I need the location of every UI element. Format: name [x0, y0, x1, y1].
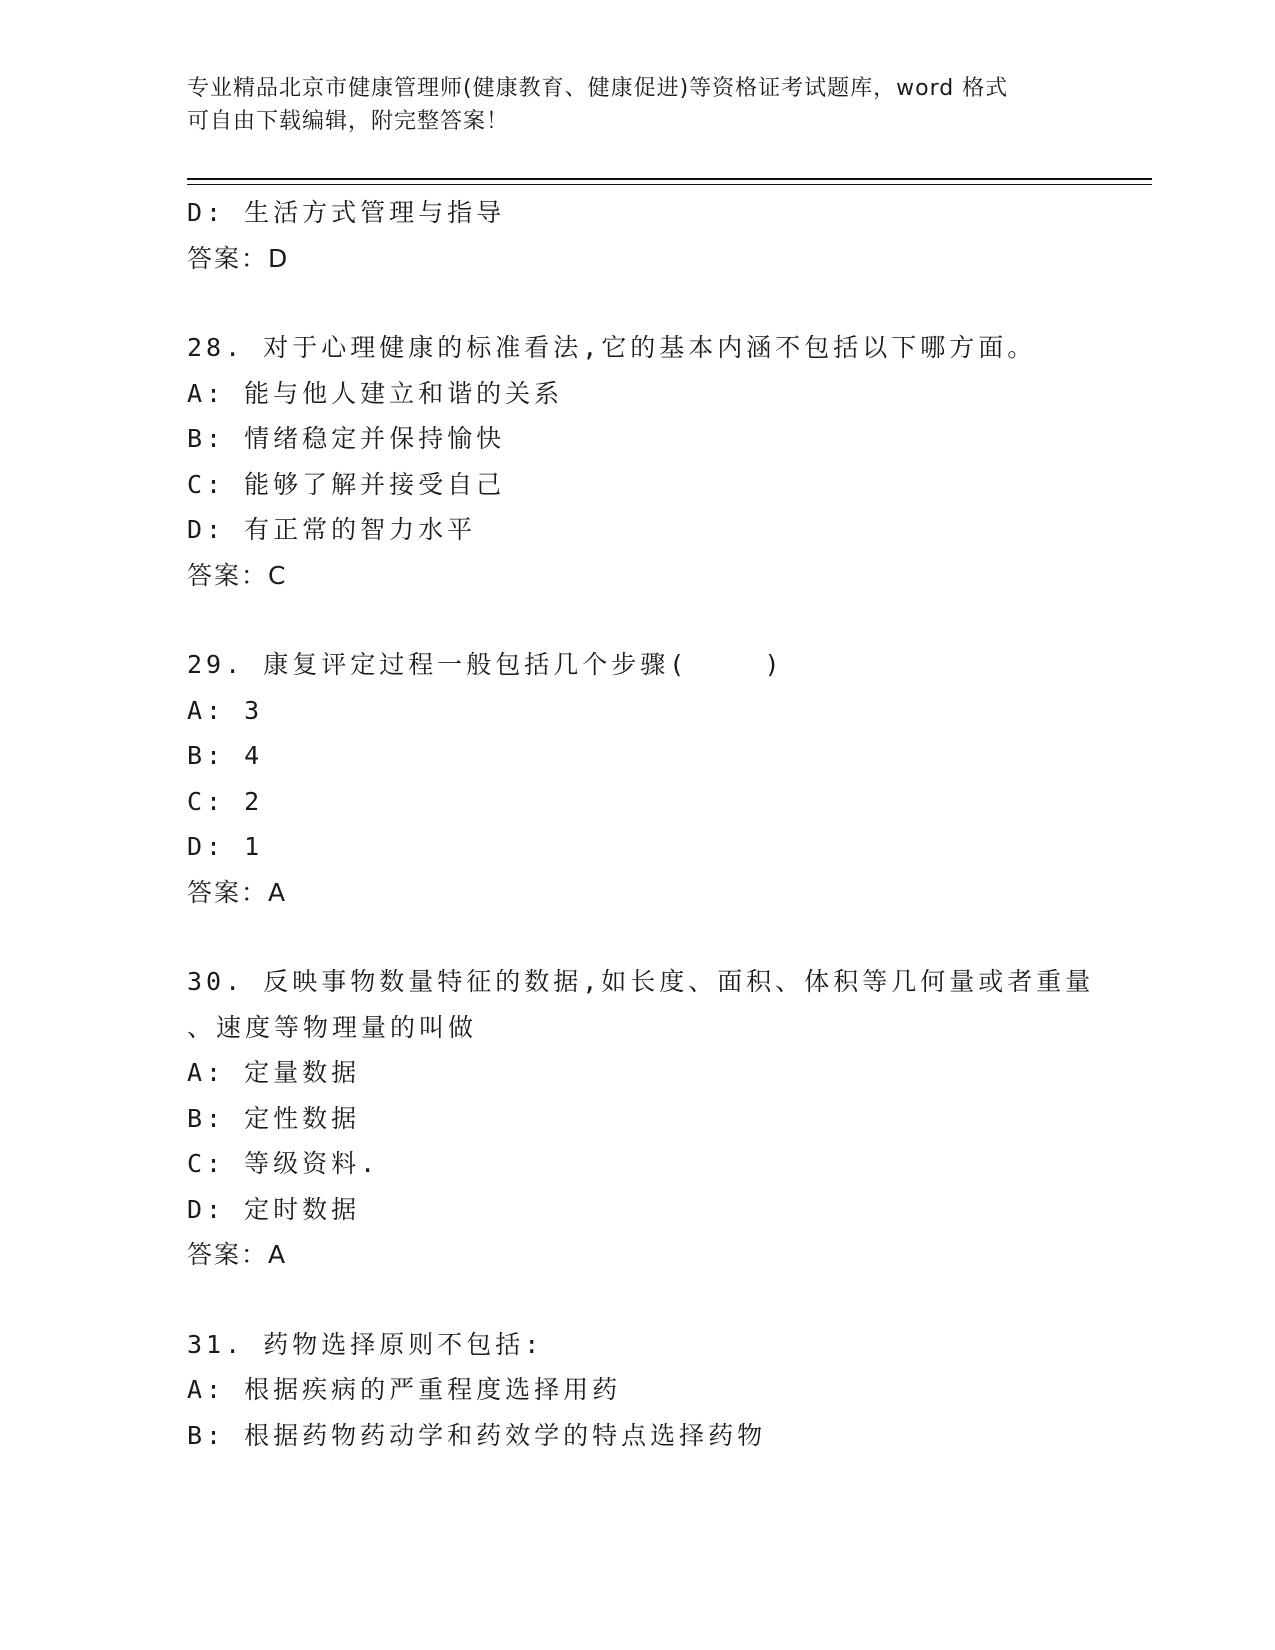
option-d: D: 定时数据	[187, 1194, 361, 1224]
question-list	[187, 190, 1095, 1458]
option-d: D: 有正常的智力水平	[187, 515, 477, 544]
answer-line: 答案：C	[187, 560, 288, 590]
option-a: A: 能与他人建立和谐的关系	[187, 378, 564, 408]
option-c: C: 2	[187, 786, 264, 816]
option-a: A: 根据疾病的严重程度选择用药	[187, 1375, 622, 1404]
answer-line: 答案：D	[187, 243, 290, 273]
question-block-29	[187, 642, 1087, 915]
option-c: C: 等级资料.	[187, 1149, 380, 1178]
header-line-1: 专业精品北京市健康管理师(健康教育、健康促进)等资格证考试题库，word 格式	[187, 76, 1009, 101]
header-divider-thick	[187, 178, 1152, 180]
question-block-28	[187, 325, 1087, 598]
option-b: B: 情绪稳定并保持愉快	[187, 424, 506, 453]
question-block-31	[187, 1322, 1087, 1459]
question-text: 28. 对于心理健康的标准看法,它的基本内涵不包括以下哪方面。	[187, 333, 1037, 362]
option-a: A: 定量数据	[187, 1058, 361, 1087]
document-header	[187, 72, 1087, 138]
option-b: B: 根据药物药动学和药效学的特点选择药物	[187, 1420, 767, 1450]
question-text: 31. 药物选择原则不包括:	[187, 1329, 544, 1359]
question-text-line-1: 30. 反映事物数量特征的数据,如长度、面积、体积等几何量或者重量	[187, 967, 1095, 996]
answer-line: 答案：A	[187, 877, 288, 907]
question-block-30	[187, 959, 1095, 1278]
option-a: A: 3	[187, 695, 264, 725]
option-d: D: 生活方式管理与指导	[187, 198, 506, 227]
question-block-27-tail	[187, 190, 1087, 281]
option-d: D: 1	[187, 832, 264, 861]
answer-line: 答案：A	[187, 1240, 288, 1269]
option-b: B: 定性数据	[187, 1103, 361, 1133]
header-divider-thin	[187, 184, 1152, 185]
option-b: B: 4	[187, 741, 264, 770]
header-line-2: 可自由下载编辑，附完整答案！	[187, 109, 510, 134]
option-c: C: 能够了解并接受自己	[187, 469, 506, 499]
question-text: 29. 康复评定过程一般包括几个步骤( )	[187, 650, 784, 679]
question-text-line-2: 、速度等物理量的叫做	[187, 1012, 478, 1042]
